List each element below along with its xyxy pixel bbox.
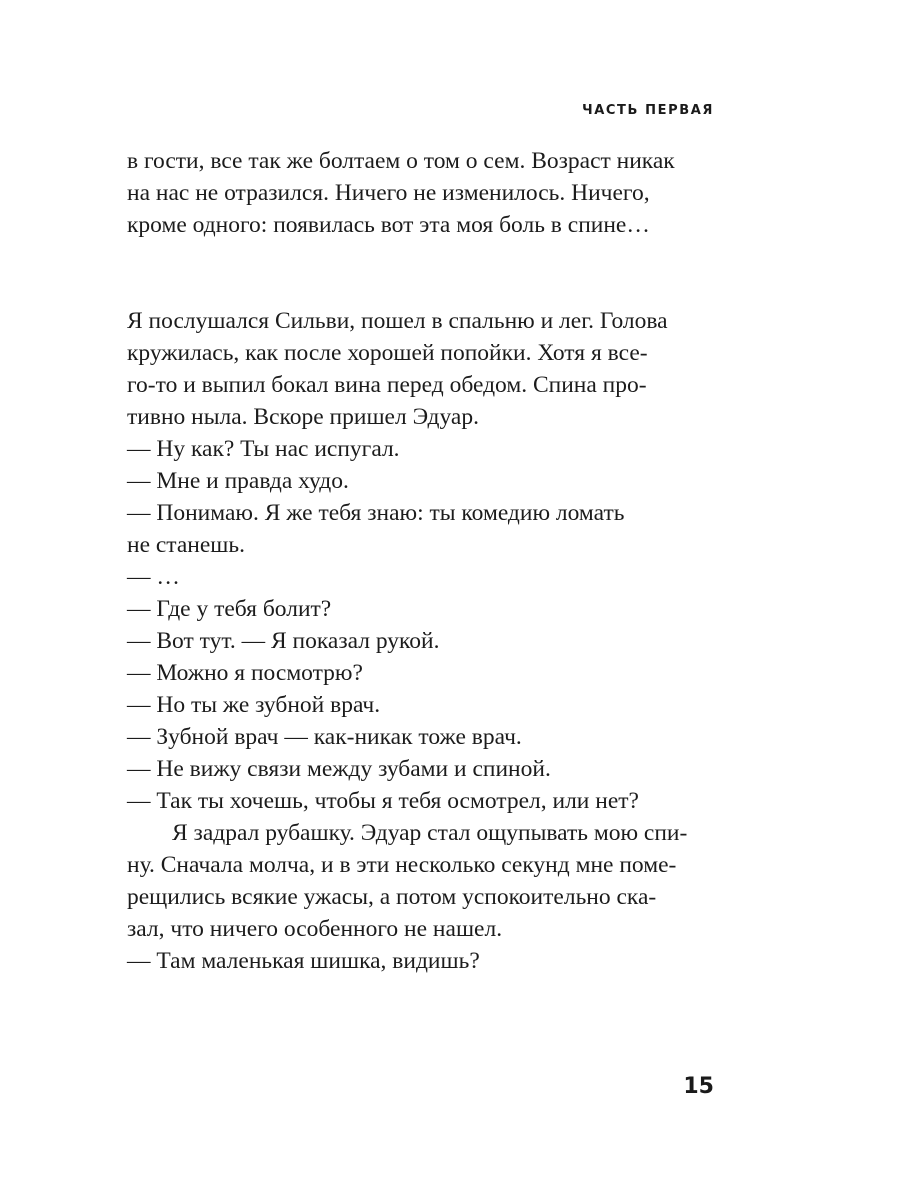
dialogue-line: — Где у тебя болит? [127,596,332,622]
text-line: тивно ныла. Вскоре пришел Эдуар. [127,404,479,430]
paragraph-first-line: Я задрал рубашку. Эдуар стал ощупывать мою спи- [172,820,688,846]
text-line: го-то и выпил бокал вина перед обедом. Спина про- [127,372,647,398]
text-block-1 [127,145,717,241]
text-line: рещились всякие ужасы, а потом успокоительно ска- [127,884,657,910]
dialogue-line: — Там маленькая шишка, видишь? [127,948,480,974]
page-number: 15 [683,1074,714,1099]
dialogue-line: — Вот тут. — Я показал рукой. [127,628,440,654]
text-line: кружилась, как после хорошей попойки. Хотя я все- [127,340,648,366]
text-line: не станешь. [127,532,245,558]
dialogue-line: — Не вижу связи между зубами и спиной. [127,756,551,782]
text-line: зал, что ничего особенного не нашел. [127,916,503,942]
text-line: Я послушался Сильви, пошел в спальню и лег. Голова [127,308,668,334]
text-line: ну. Сначала молча, и в эти несколько секунд мне поме- [127,852,677,878]
text-line: на нас не отразился. Ничего не изменилось. Ничего, [127,180,650,206]
dialogue-line: — Зубной врач — как-никак тоже врач. [127,724,522,750]
dialogue-line: — Ну как? Ты нас испугал. [127,436,400,462]
running-head: ЧАСТЬ ПЕРВАЯ [582,103,714,118]
dialogue-line: — … [127,564,180,590]
text-block-2 [127,305,717,977]
dialogue-line: — Можно я посмотрю? [127,660,363,686]
text-line: в гости, все так же болтаем о том о сем. Возраст никак [127,148,675,174]
dialogue-line: — Понимаю. Я же тебя знаю: ты комедию ломать [127,500,625,526]
dialogue-line: — Так ты хочешь, чтобы я тебя осмотрел, или нет? [127,788,639,814]
text-line: кроме одного: появилась вот эта моя боль в спине… [127,212,650,238]
dialogue-line: — Но ты же зубной врач. [127,692,381,718]
dialogue-line: — Мне и правда худо. [127,468,349,494]
